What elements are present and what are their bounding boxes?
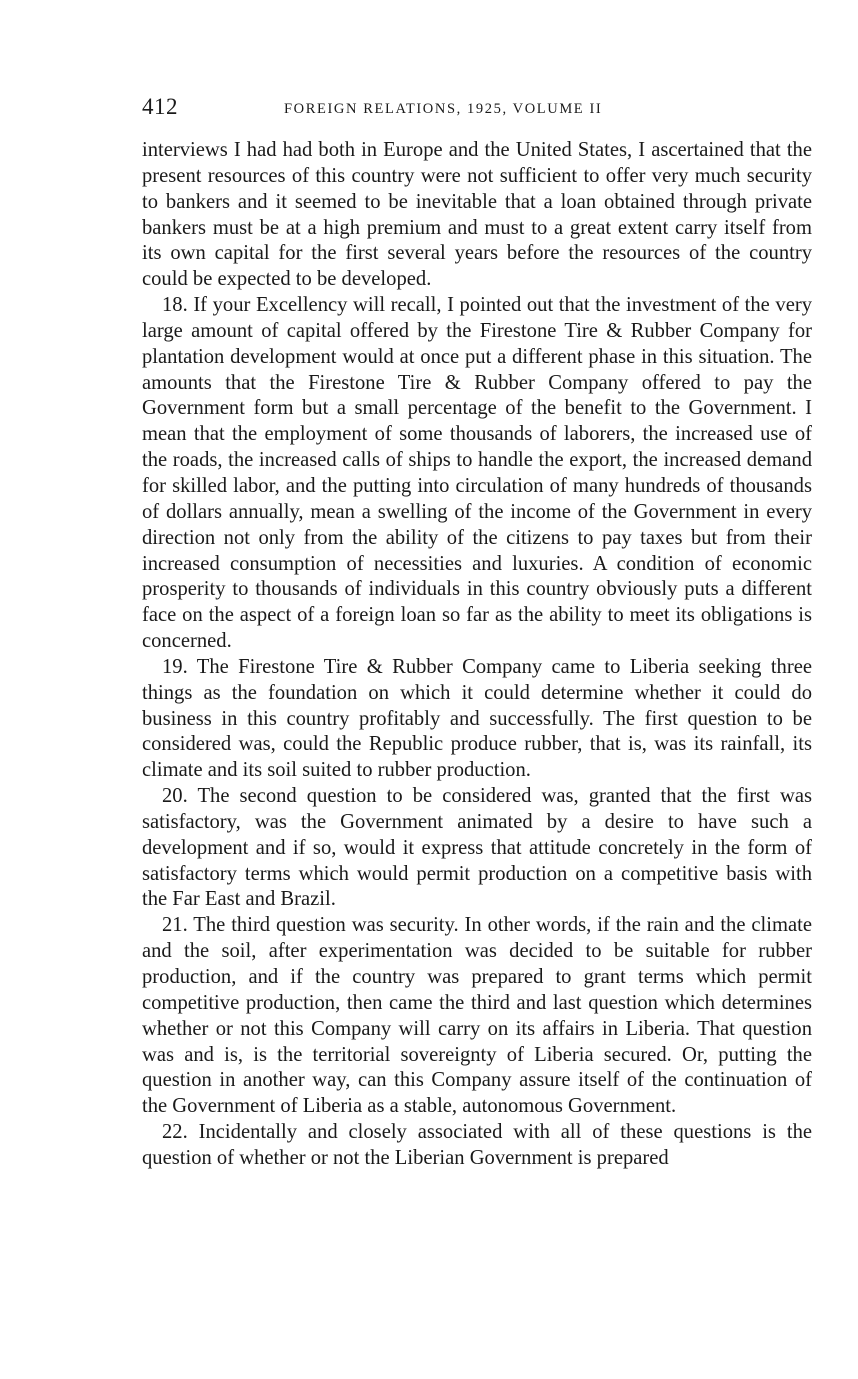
paragraph-continuation: interviews I had had both in Europe and the United States, I ascertained that the present resources of this country were not sufficient to offer very much security to bankers and it seemed to be inevitable that a loan obtained through private bankers must be at a high premium and must to a great extent carry itself from its own capital for the first several years before the resources of the country could be expected to be developed. bbox=[142, 139, 812, 291]
body-text bbox=[142, 138, 812, 1172]
document-page bbox=[142, 94, 812, 1172]
paragraph-18: 18. If your Excellency will recall, I pointed out that the investment of the very large amount of capital offered by the Firestone Tire & Rubber Company for plantation development would at once put a different phase in this situation. The amounts that the Firestone Tire & Rubber Company offered to pay the Government form but a small percentage of the benefit to the Government. I mean that the employment of some thousands of laborers, the increased use of the roads, the increased calls of ships to handle the export, the increased demand for skilled labor, and the putting into circulation of many hundreds of thousands of dollars annually, mean a swelling of the income of the Government in every direction not only from the ability of the citizens to pay taxes but from their increased consumption of necessities and luxuries. A condition of economic prosperity to thousands of individuals in this country obviously puts a different face on the aspect of a foreign loan so far as the ability to meet its obligations is concerned. bbox=[142, 294, 812, 653]
paragraph-21: 21. The third question was security. In other words, if the rain and the climate and the soil, after experimentation was decided to be suitable for rubber production, and if the country was prepared to grant terms which permit competitive production, then came the third and last question which determines whether or not this Company will carry on its affairs in Liberia. That question was and is, is the territorial sovereignty of Liberia secured. Or, putting the question in another way, can this Company assure itself of the continuation of the Government of Liberia as a stable, autonomous Government. bbox=[142, 914, 812, 1118]
running-head: FOREIGN RELATIONS, 1925, VOLUME II bbox=[284, 101, 603, 117]
paragraph-22: 22. Incidentally and closely associated with all of these questions is the question of whether or not the Liberian Government is prepared bbox=[142, 1121, 812, 1169]
paragraph-20: 20. The second question to be considered was, granted that the first was satisfactory, was the Government animated by a desire to have such a development and if so, would it express that attitude concretely in the form of satisfactory terms which would permit production on a competitive basis with the Far East and Brazil. bbox=[142, 785, 812, 911]
page-number: 412 bbox=[142, 94, 178, 119]
page-header bbox=[142, 94, 812, 128]
paragraph-19: 19. The Firestone Tire & Rubber Company came to Liberia seeking three things as the foundation on which it could determine whether it could do business in this country profitably and successfully. The first question to be considered was, could the Republic produce rubber, that is, was its rainfall, its climate and its soil suited to rubber production. bbox=[142, 655, 812, 782]
